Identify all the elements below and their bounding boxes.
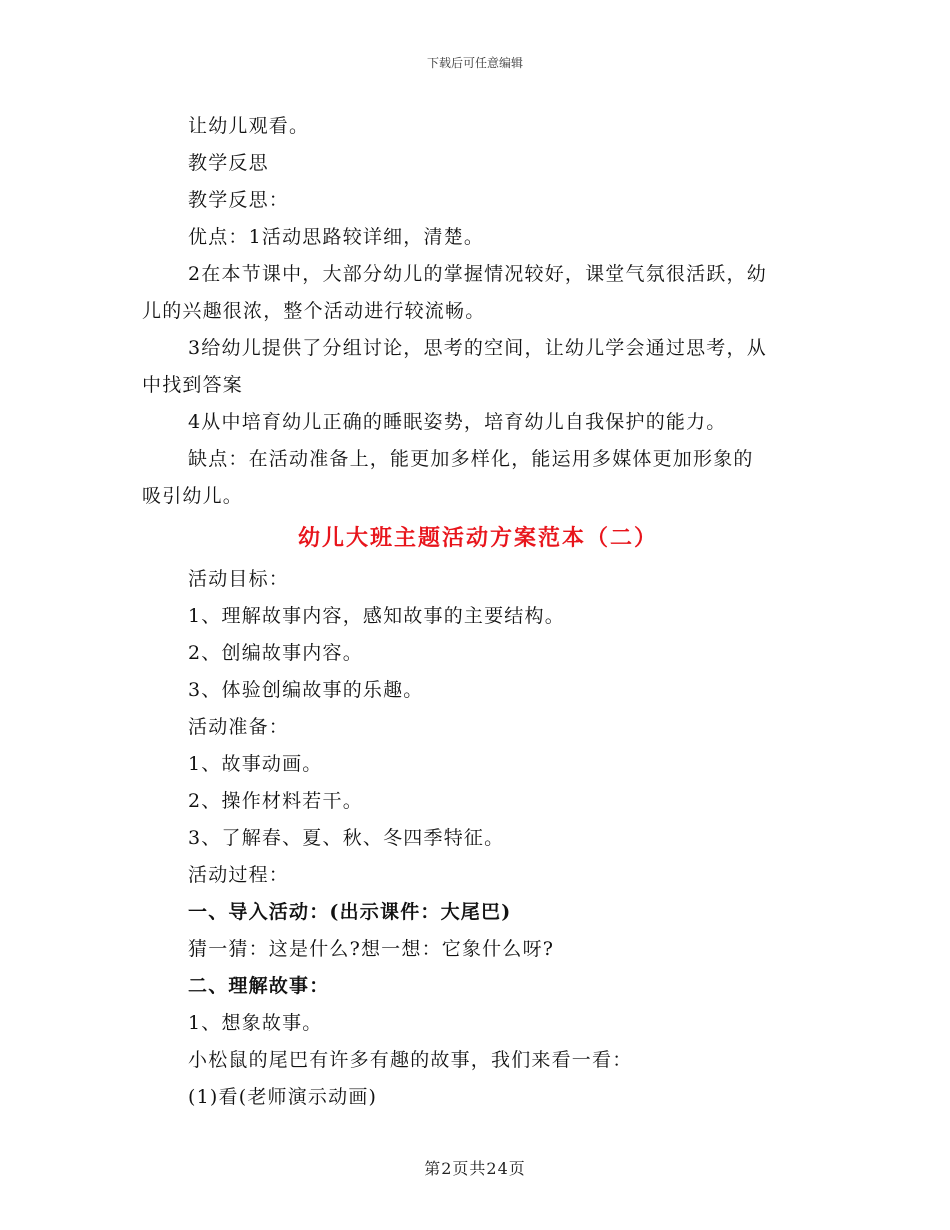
paragraph-line: 小松鼠的尾巴有许多有趣的故事，我们来看一看： — [188, 1049, 633, 1071]
paragraph-line: 3、了解春、夏、秋、冬四季特征。 — [188, 827, 505, 849]
paragraph-line: 4从中培育幼儿正确的睡眠姿势，培育幼儿自我保护的能力。 — [188, 411, 727, 433]
section-title: 幼儿大班主题活动方案范本（二） — [297, 525, 658, 551]
page-number: 第2页共24页 — [424, 1159, 526, 1178]
step-heading: 一、导入活动：(出示课件：大尾巴) — [188, 901, 512, 923]
paragraph-line: 教学反思： — [188, 189, 290, 211]
paragraph-line: 吸引幼儿。 — [142, 485, 244, 507]
paragraph-line: 3给幼儿提供了分组讨论，思考的空间，让幼儿学会通过思考，从 — [188, 337, 767, 359]
paragraph-line: 3、体验创编故事的乐趣。 — [188, 679, 424, 701]
paragraph-line: 优点：1活动思路较详细，清楚。 — [188, 226, 485, 248]
step-heading: 二、理解故事： — [188, 975, 330, 997]
paragraph-line: 活动目标： — [188, 568, 290, 590]
paragraph-line: 活动准备： — [188, 716, 290, 738]
paragraph-line: 中找到答案 — [142, 374, 244, 396]
paragraph-line: 让幼儿观看。 — [188, 115, 310, 137]
paragraph-line: 2在本节课中，大部分幼儿的掌握情况较好，课堂气氛很活跃，幼 — [188, 263, 767, 285]
page-header-note: 下载后可任意编辑 — [426, 56, 523, 70]
paragraph-line: 教学反思 — [188, 152, 269, 174]
paragraph-line: 1、想象故事。 — [188, 1012, 323, 1034]
paragraph-line: 活动过程： — [188, 864, 290, 886]
paragraph-line: 2、创编故事内容。 — [188, 642, 363, 664]
paragraph-line: 2、操作材料若干。 — [188, 790, 363, 812]
paragraph-line: 1、故事动画。 — [188, 753, 323, 775]
document-body — [142, 108, 814, 1116]
paragraph-line: 1、理解故事内容，感知故事的主要结构。 — [188, 605, 565, 627]
reflection-section — [142, 108, 814, 515]
paragraph-line: 缺点：在活动准备上，能更加多样化，能运用多媒体更加形象的 — [188, 448, 754, 470]
paragraph-line: 猜一猜：这是什么?想一想：它象什么呀? — [188, 938, 555, 960]
paragraph-line: 儿的兴趣很浓，整个活动进行较流畅。 — [142, 300, 486, 322]
paragraph-line: (1)看(老师演示动画) — [188, 1086, 378, 1108]
plan-section — [142, 561, 814, 1116]
